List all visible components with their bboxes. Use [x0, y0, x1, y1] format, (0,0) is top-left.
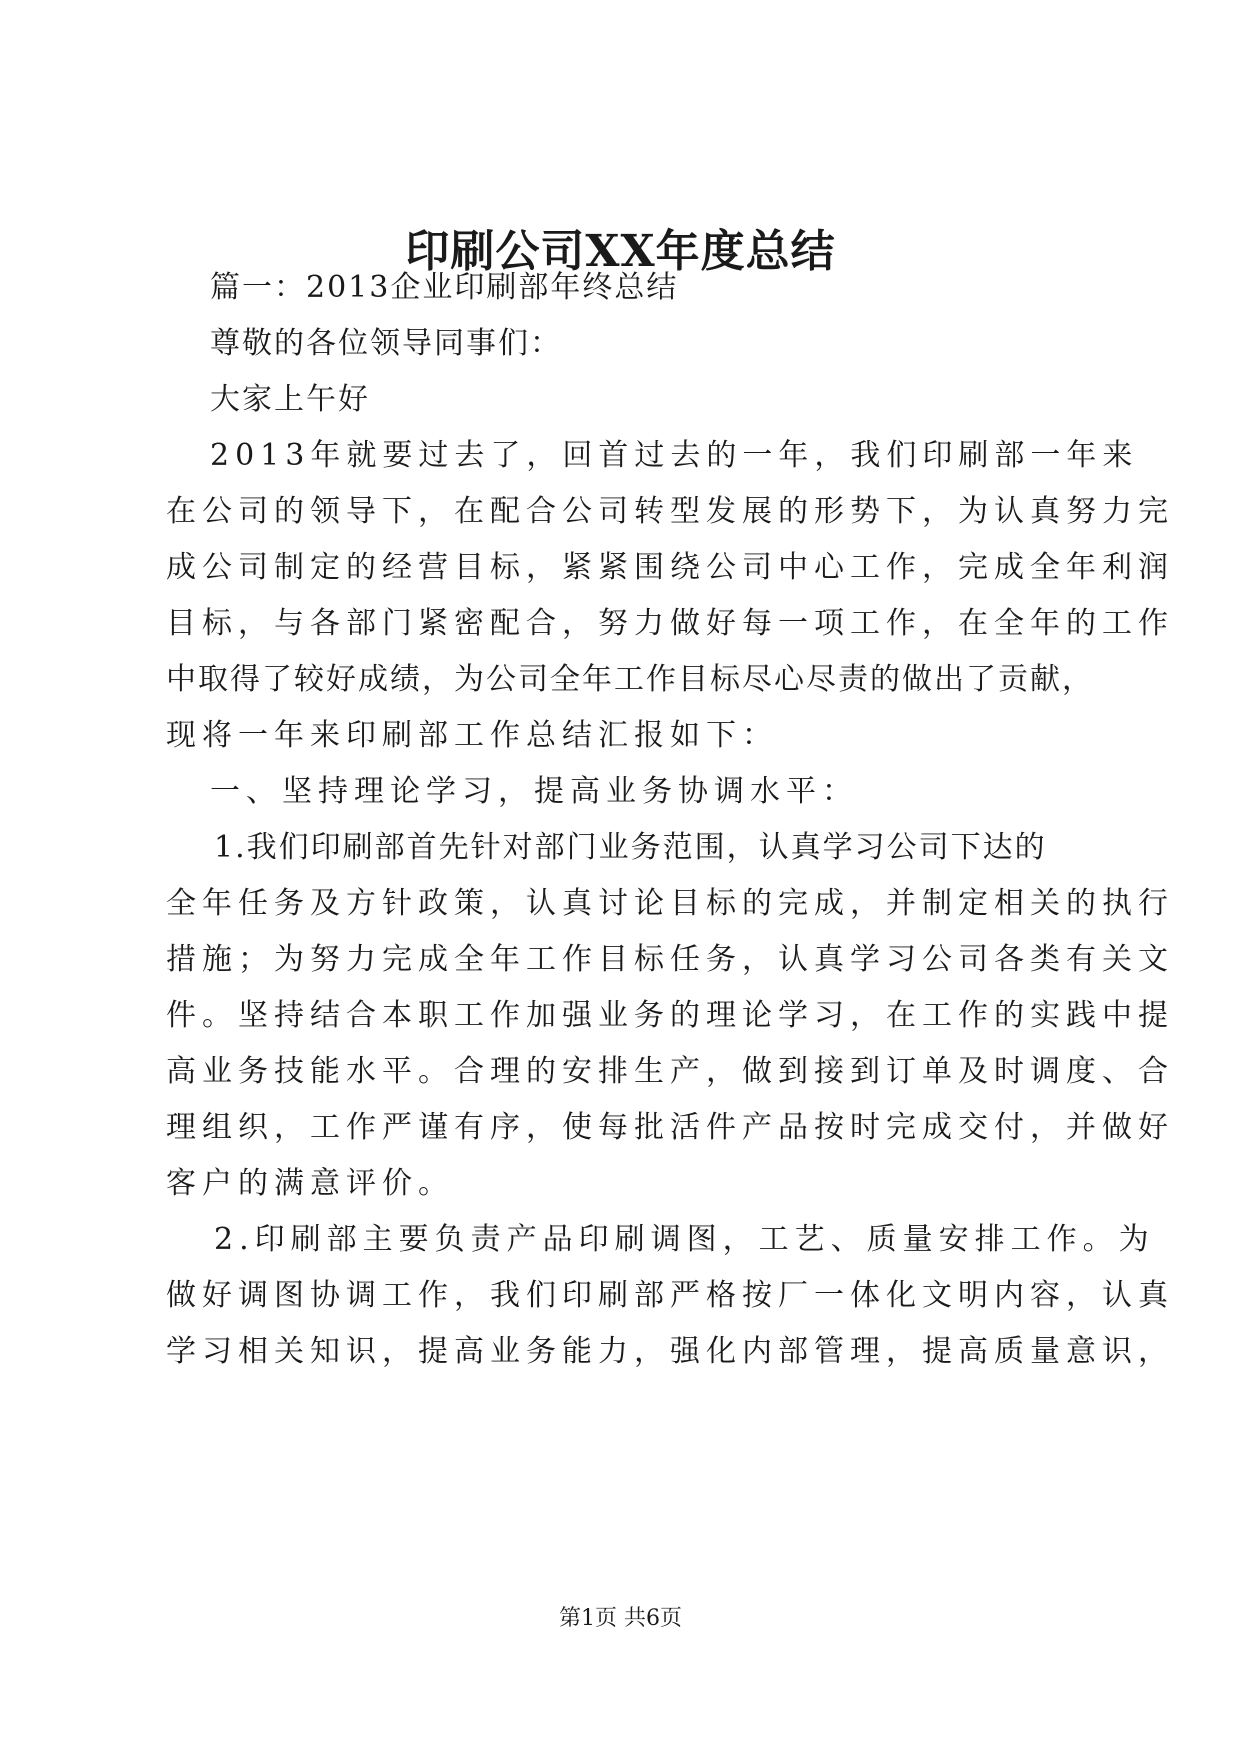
- paragraph-line: 客户的满意评价。: [166, 1166, 454, 1201]
- salutation: 尊敬的各位领导同事们：: [210, 326, 562, 361]
- paragraph-line: 中取得了较好成绩，为公司全年工作目标尽心尽责的做出了贡献，: [166, 662, 1094, 697]
- paragraph-line: 现将一年来印刷部工作总结汇报如下：: [166, 718, 778, 753]
- paragraph-line: 措施；为努力完成全年工作目标任务，认真学习公司各类有关文: [166, 942, 1174, 977]
- paragraph-line: 在公司的领导下，在配合公司转型发展的形势下，为认真努力完: [166, 494, 1174, 529]
- document-title: 印刷公司XX年度总结: [405, 226, 836, 277]
- paragraph-line: 学习相关知识，提高业务能力，强化内部管理，提高质量意识，: [166, 1334, 1174, 1369]
- paragraph-line: 目标，与各部门紧密配合，努力做好每一项工作，在全年的工作: [166, 606, 1174, 641]
- paragraph-line: 全年任务及方针政策，认真讨论目标的完成，并制定相关的执行: [166, 886, 1174, 921]
- subsection-heading: 一、坚持理论学习，提高业务协调水平：: [210, 774, 858, 809]
- page-number: 第1页 共6页: [559, 1606, 682, 1631]
- paragraph-line: 做好调图协调工作，我们印刷部严格按厂一体化文明内容，认真: [166, 1278, 1174, 1313]
- paragraph-line: 件。坚持结合本职工作加强业务的理论学习，在工作的实践中提: [166, 998, 1174, 1033]
- paragraph-line: 2013年就要过去了，回首过去的一年，我们印刷部一年来: [210, 438, 1139, 473]
- paragraph-line: 成公司制定的经营目标，紧紧围绕公司中心工作，完成全年利润: [166, 550, 1174, 585]
- paragraph-line: 理组织，工作严谨有序，使每批活件产品按时完成交付，并做好: [166, 1110, 1174, 1145]
- greeting: 大家上午好: [210, 382, 370, 417]
- paragraph-line: 高业务技能水平。合理的安排生产，做到接到订单及时调度、合: [166, 1054, 1174, 1089]
- paragraph-line: 2.印刷部主要负责产品印刷调图，工艺、质量安排工作。为: [214, 1222, 1155, 1257]
- paragraph-line: 1.我们印刷部首先针对部门业务范围，认真学习公司下达的: [214, 830, 1047, 865]
- section-heading: 篇一：2013企业印刷部年终总结: [210, 270, 679, 305]
